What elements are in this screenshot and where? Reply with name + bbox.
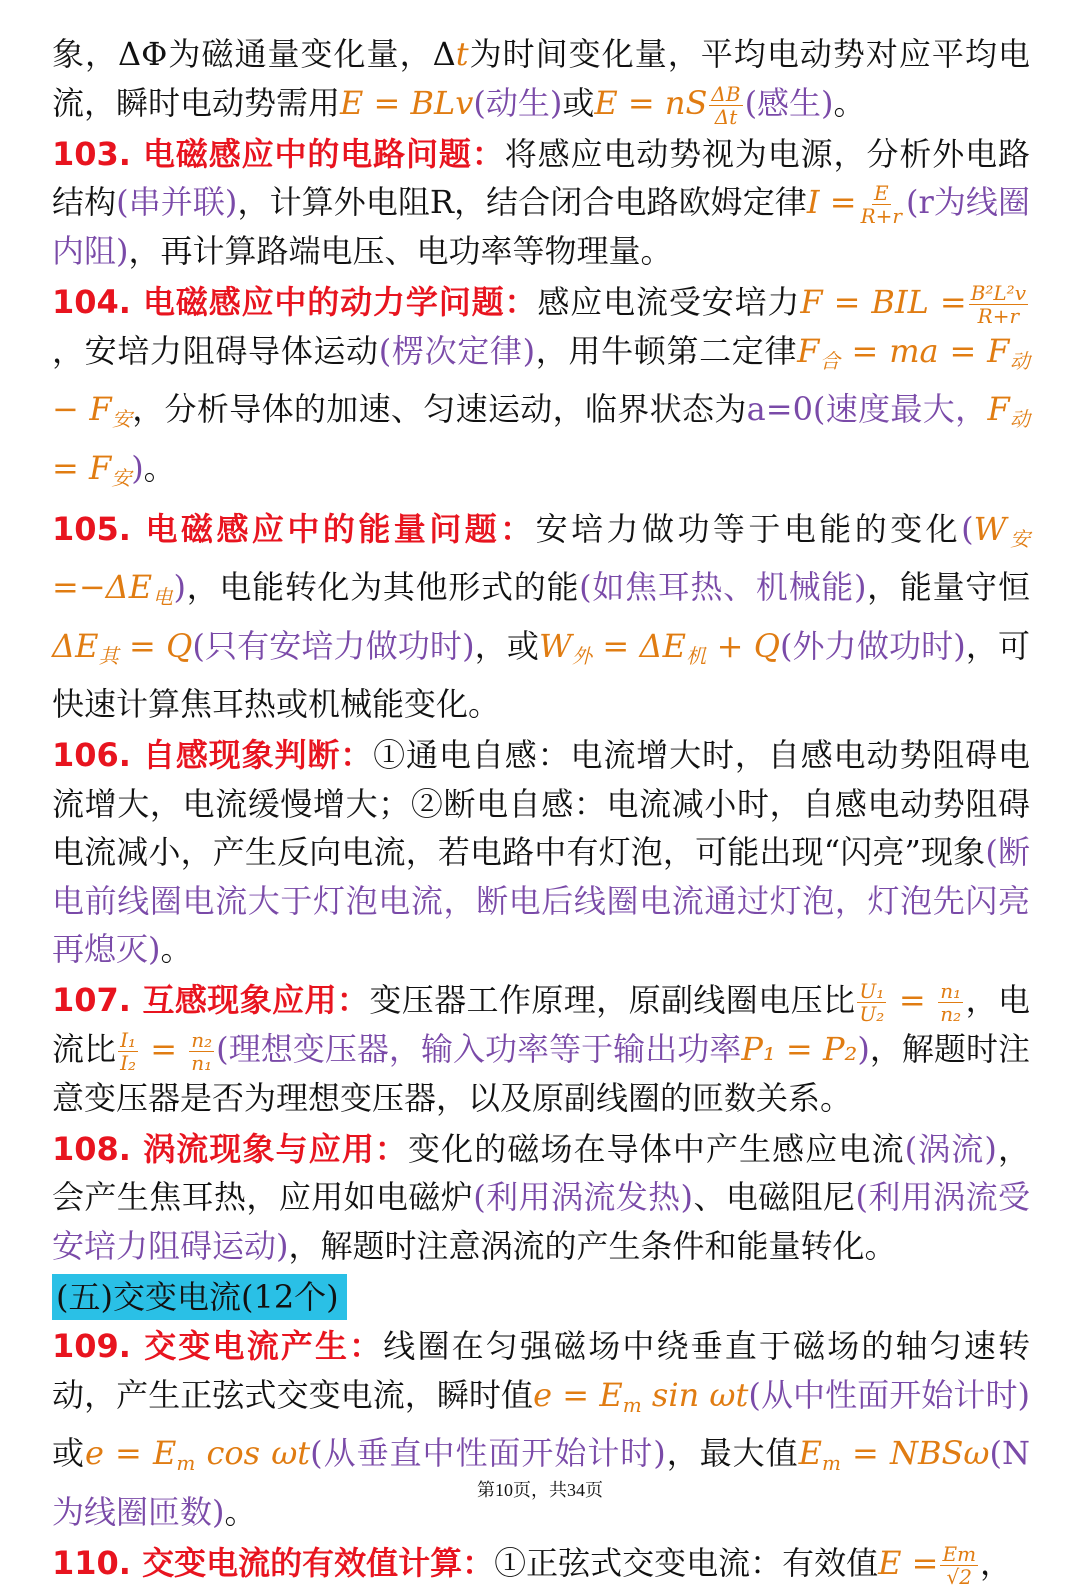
note: (断电前线圈电流大于灯泡电流，断电后线圈电流通过灯泡，灯泡先闪亮再熄灭) — [52, 833, 1030, 969]
paragraph-intro — [52, 30, 1030, 128]
text: 或 — [52, 1434, 85, 1473]
fraction — [189, 1029, 214, 1074]
subscript: 外 — [571, 643, 593, 668]
paragraph-106 — [52, 731, 1030, 974]
formula-max — [798, 1434, 990, 1476]
fraction — [940, 1543, 978, 1588]
text: 将感应电动势视为电源，分析外电路结构 — [52, 134, 1030, 222]
numerator: ΔB — [711, 81, 741, 106]
text: ，或 — [474, 626, 539, 665]
text: ，再计算路端电压、电功率等物理量。 — [128, 232, 673, 271]
text: ①正弦式交变电流：有效值 — [494, 1543, 879, 1582]
text: ，解题时注意变压器是否为理想变压器，以及原副线圈的匝数关系。 — [52, 1029, 1030, 1117]
fraction — [709, 83, 742, 128]
text: 变压器工作原理，原副线圈电压比 — [369, 980, 856, 1019]
text: ，电能转化为其他形式的能 — [186, 568, 580, 607]
text: 。 — [833, 83, 866, 122]
text: ①通电自感：电流增大时，自感电动势阻碍电流增大，电流缓慢增大；②断电自感：电流减小时，自感电动势阻碍电流减小，产生反向电流，若电路中有灯泡，可能出现“闪亮”现象 — [52, 735, 1030, 872]
symbol: = ΔE — [592, 626, 687, 665]
note: (外力做功时) — [779, 626, 966, 665]
note: (利用涡流受安培力阻碍运动) — [52, 1178, 1030, 1265]
symbol: − F — [52, 390, 112, 429]
note: (涡流) — [904, 1129, 997, 1168]
item-title: 104. 电磁感应中的动力学问题： — [52, 282, 538, 321]
denominator: R+r — [860, 204, 902, 229]
subscript: 合 — [819, 348, 841, 373]
note: ) — [173, 568, 186, 607]
paragraph-108 — [52, 1125, 1030, 1271]
note: (动生) — [473, 83, 563, 122]
paragraph-104 — [52, 278, 1030, 503]
note: (N为线圈匝数) — [52, 1434, 1031, 1532]
symbol: = ma = F — [840, 331, 1010, 370]
text: 象，ΔΦ为磁通量变化量，Δ — [52, 35, 456, 73]
text: 变化的磁场在导体中产生感应电流 — [408, 1129, 905, 1168]
paragraph-107 — [52, 976, 1030, 1123]
denominator: Δt — [714, 104, 738, 129]
fraction — [938, 980, 963, 1025]
subscript: 安 — [1006, 526, 1030, 551]
symbol: = — [888, 980, 937, 1019]
numerator: U₁ — [859, 978, 885, 1003]
subscript: 动 — [1009, 407, 1030, 432]
subscript: 安 — [111, 407, 133, 432]
item-title: 108. 涡流现象与应用： — [52, 1129, 409, 1168]
formula-ohm-law: I = — [806, 183, 857, 222]
document-page — [52, 30, 1030, 1590]
text: ，用牛顿第二定律 — [535, 331, 798, 370]
note: (只有安培力做功时) — [192, 626, 475, 665]
subscript: 电 — [152, 585, 174, 610]
symbol: ΔE — [52, 626, 99, 665]
page-footer: 第10页，共34页 — [477, 1480, 603, 1500]
item-title: 105. 电磁感应中的能量问题： — [52, 509, 536, 548]
subscript: m — [176, 1451, 196, 1476]
text: 。 — [143, 448, 176, 487]
note: (从中性面开始计时) — [748, 1375, 1031, 1414]
symbol: = — [140, 1029, 188, 1068]
note: (串并联) — [116, 183, 238, 222]
text: 或 — [562, 83, 595, 122]
note: (理想变压器，输入功率等于输出功率 — [216, 1029, 742, 1068]
paragraph-105 — [52, 505, 1030, 729]
symbol: = F — [52, 448, 112, 487]
note: (利用涡流发热) — [473, 1178, 694, 1217]
symbol: W — [538, 626, 572, 665]
denominator: U₂ — [859, 1001, 885, 1026]
text: 线圈在匀强磁场中绕垂直于磁场的轴匀速转动，产生正弦式交变电流，瞬时值 — [52, 1327, 1030, 1414]
text: 感应电流受安培力 — [537, 282, 801, 321]
formula-motional-emf: E = BLv — [340, 83, 474, 122]
fraction — [857, 980, 886, 1025]
denominator: n₂ — [940, 1001, 962, 1026]
note: ) — [857, 1029, 870, 1068]
subscript: m — [821, 1451, 841, 1476]
numerator: Em — [942, 1541, 977, 1566]
numerator: B²L²v — [970, 280, 1026, 305]
denominator: R+r — [977, 303, 1020, 328]
item-title: 107. 互感现象应用： — [52, 980, 370, 1019]
symbol: = NBSω — [840, 1434, 990, 1473]
text: ，会产生焦耳热，应用如电磁炉 — [52, 1129, 1030, 1217]
denominator: √2 — [946, 1564, 972, 1589]
numerator: E — [873, 181, 889, 206]
text: ，安培力阻碍导体运动 — [52, 331, 379, 370]
paragraph-109 — [52, 1322, 1030, 1536]
symbol: W — [973, 509, 1007, 548]
item-title: 110. 交变电流的有效值计算： — [52, 1543, 495, 1582]
subscript: 机 — [686, 643, 707, 668]
numerator: n₁ — [940, 978, 962, 1003]
symbol: sin ωt — [641, 1375, 749, 1414]
text: 、电磁阻尼 — [693, 1178, 856, 1217]
fraction — [969, 282, 1028, 327]
text: ，最大值 — [665, 1434, 799, 1473]
formula-cosine — [84, 1434, 311, 1476]
numerator: I₁ — [120, 1027, 137, 1052]
section-heading: (五)交变电流(12个) — [52, 1274, 347, 1320]
fraction — [859, 182, 904, 227]
text: 为时间变化量，平均电动势对应平均电流，瞬时电动势需用 — [52, 35, 1030, 122]
note: ) — [131, 448, 144, 487]
subscript: m — [622, 1392, 642, 1417]
formula-energy-conservation — [52, 626, 193, 668]
symbol: = Q — [118, 626, 193, 665]
note: (r为线圈内阻) — [52, 183, 1030, 271]
note: (如焦耳热、机械能) — [579, 568, 867, 607]
item-title: 103. 电磁感应中的电路问题： — [52, 134, 505, 173]
symbol: E — [798, 1434, 822, 1473]
note: (感生) — [744, 83, 834, 122]
text: ， — [980, 1543, 1013, 1582]
subscript: 动 — [1009, 348, 1031, 373]
formula-sine — [533, 1375, 749, 1417]
symbol: + Q — [706, 626, 780, 665]
note: (楞次定律) — [378, 331, 536, 370]
formula-external-work — [538, 626, 780, 668]
symbol: F — [987, 390, 1010, 429]
text: 。 — [224, 1493, 257, 1532]
subscript: 安 — [111, 465, 132, 490]
symbol: e = E — [84, 1434, 177, 1473]
formula-induced-emf: E = nS — [594, 83, 708, 122]
paragraph-110 — [52, 1539, 1030, 1588]
text: ，电流比 — [52, 980, 1030, 1068]
text: ，计算外电阻R，结合闭合电路欧姆定律 — [237, 183, 807, 222]
formula: t — [455, 35, 469, 73]
formula-ampere-force: F = BIL = — [800, 282, 967, 321]
item-title: 106. 自感现象判断： — [52, 735, 374, 774]
formula-rms: E = — [878, 1543, 939, 1582]
item-title: 109. 交变电流产生： — [52, 1327, 384, 1366]
symbol: F — [797, 331, 820, 370]
denominator: I₂ — [120, 1050, 137, 1075]
text: 安培力做功等于电能的变化 — [535, 509, 962, 548]
text: ，可快速计算焦耳热或机械能变化。 — [52, 626, 1030, 724]
subscript: 其 — [98, 643, 119, 668]
denominator: n₁ — [191, 1050, 213, 1075]
fraction — [118, 1029, 138, 1074]
text: ，能量守恒 — [866, 568, 1030, 607]
text: 。 — [160, 930, 193, 969]
note: a=0 — [746, 390, 813, 429]
paragraph-103 — [52, 130, 1030, 276]
symbol: cos ωt — [195, 1434, 311, 1473]
text: ，解题时注意涡流的产生条件和能量转化。 — [288, 1226, 897, 1265]
note: (从垂直中性面开始计时) — [310, 1434, 666, 1473]
note: (速度最大， — [812, 390, 988, 429]
note: ( — [961, 509, 974, 548]
text: ，分析导体的加速、匀速运动，临界状态为 — [132, 390, 747, 429]
formula-power: P₁ = P₂ — [741, 1029, 858, 1068]
symbol: e = E — [533, 1375, 623, 1414]
numerator: n₂ — [191, 1027, 213, 1052]
symbol: =−ΔE — [52, 568, 153, 607]
